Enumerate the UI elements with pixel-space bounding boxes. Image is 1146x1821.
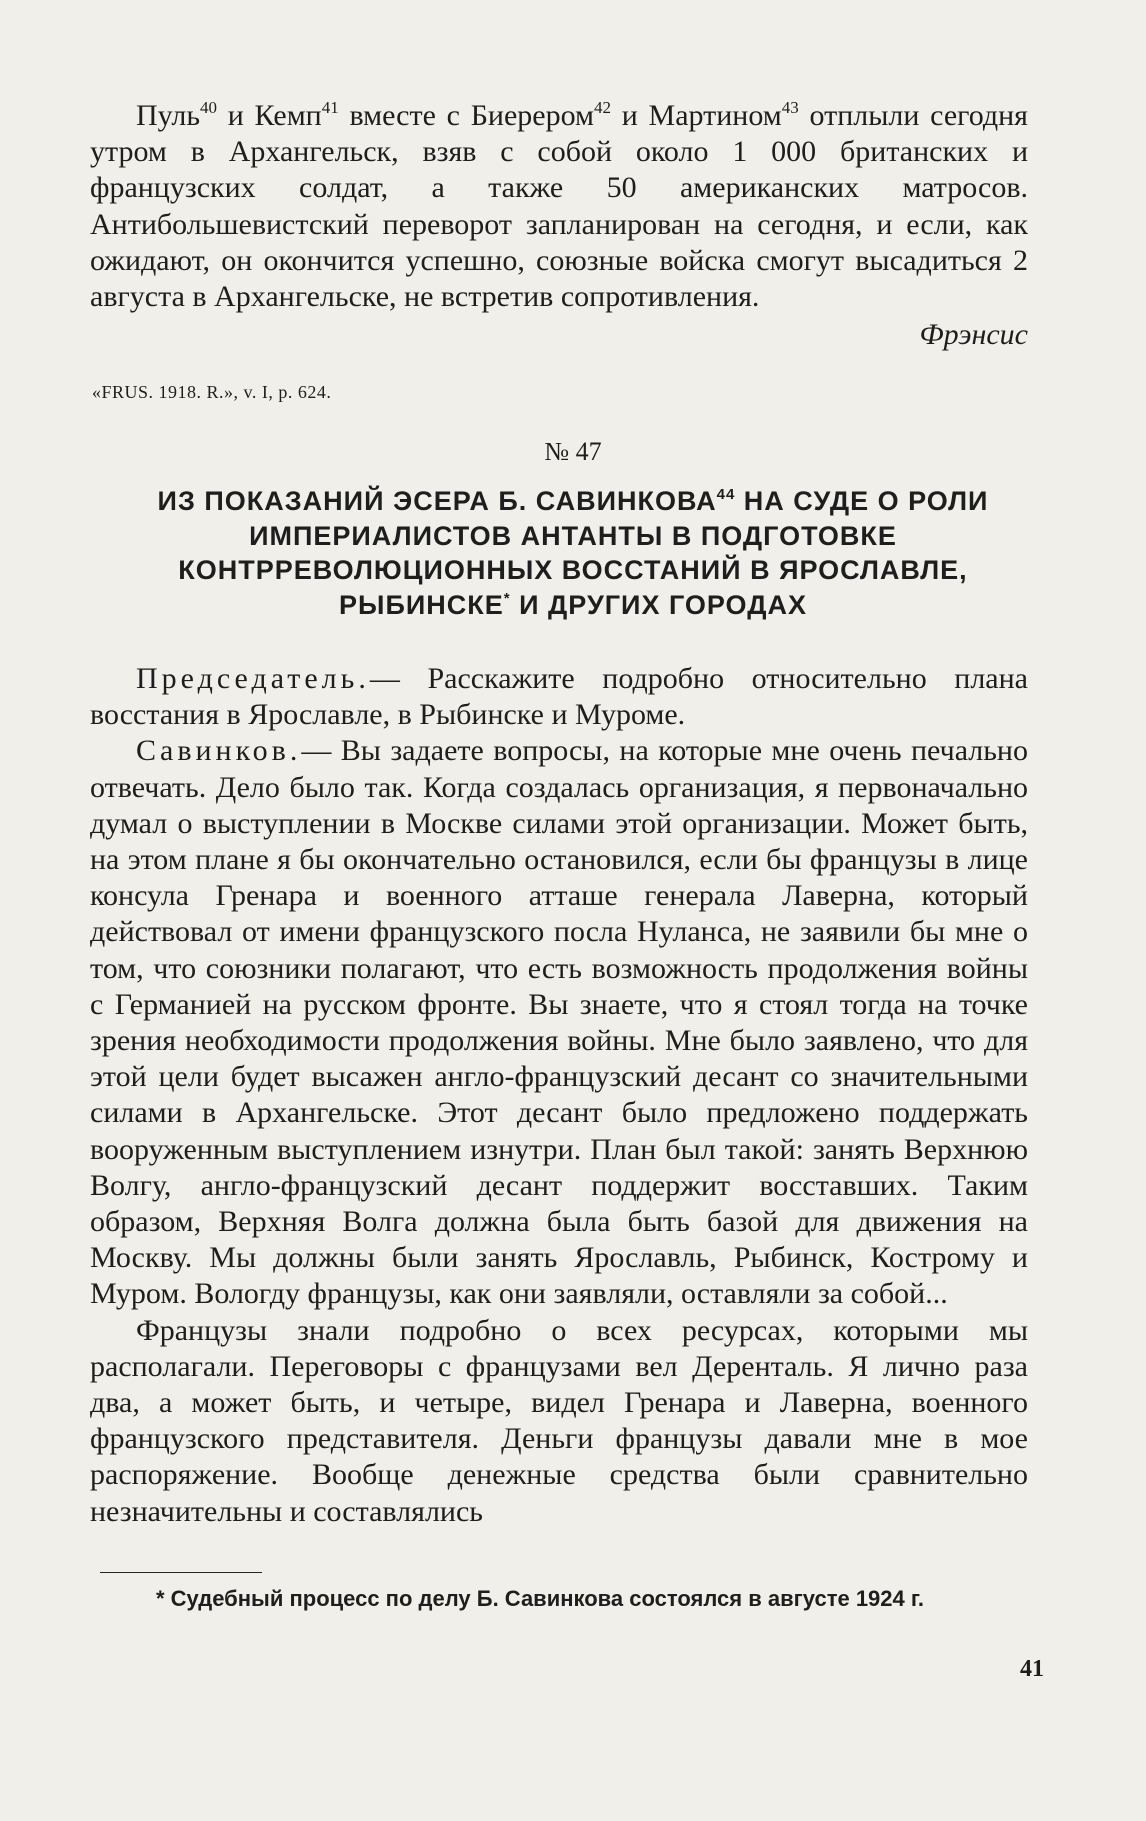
letter-signature: Фрэнсис [919,318,1028,351]
letter-paragraph [90,98,1028,315]
page-number: 41 [1020,1656,1044,1682]
transcript-paragraph [90,733,1028,1312]
footnote-divider [100,1572,262,1573]
transcript-paragraph [90,661,1028,733]
transcript-body [90,661,1028,1530]
document-heading [110,484,1036,622]
letter-text: и Кемп [217,99,322,132]
heading-text: И ДРУГИХ ГОРОДАХ [510,589,807,620]
footnote-ref: 41 [321,98,339,117]
speech-text: — Расскажите подробно относительно плана восстания в Ярославле, в Рыбинске и Муроме. [90,662,1028,732]
footnote-ref: 42 [594,98,612,117]
transcript-paragraph: Французы знали подробно о всех ресурсах, которыми мы располагали. Переговоры с французами вел Деренталь. Я лично раза два, а может быть, и четыре, видел Гренара и Лаверна, военного французского представителя. Деньги французы давали мне в мое распоряжение. Вообще денежные средства были сравнительно незначительны и составлялись [90,1313,1028,1528]
footnote: * Судебный процесс по делу Б. Савинкова состоялся в августе 1924 г. [156,1586,924,1611]
footnote-ref: 43 [781,98,799,117]
letter-text: отплыли сегодня утром в Архангельск, взяв с собой около 1 000 британских и французских солдат, а также 50 американских матросов. Антибольшевистский переворот запланирован на сегодня, и если, как ожидают, он окончится успешно, союзные войска смогут высадиться 2 августа в Архангельске, не встретив сопротивления. [90,99,1028,314]
speaker-name: Савинков. [136,734,302,768]
letter-text: и Мартином [611,99,782,132]
footnote-ref: 44 [716,486,736,503]
speech-text: — Вы задаете вопросы, на которые мне очень печально отвечать. Дело было так. Когда создалась организация, я первоначально думал о выступлении в Москве силами этой организации. Может быть, на этом плане я бы окончательно остановился, если бы французы в лице консула Гренара и военного атташе генерала Лаверна, который действовал от имени французского посла Нуланса, не заявили бы мне о том, что союзники полагают, что есть возможность продолжения войны с Германией на русском фронте. Вы знаете, что я стоял тогда на точке зрения необходимости продолжения войны. Мне было заявлено, что для этой цели будет высажен англо-французский десант со значительными силами в Архангельске. Этот десант было предложено поддержать вооруженным выступлением изнутри. План был такой: занять Верхнюю Волгу, англо-французский десант поддержит восставших. Таким образом, Верхняя Волга должна была быть базой для движения на Москву. Мы должны были занять Ярославль, Рыбинск, Кострому и Муром. Вологду французы, как они заявляли, оставляли за собой... [90,734,1028,1311]
heading-text: ИЗ ПОКАЗАНИЙ ЭСЕРА Б. САВИНКОВА [157,486,717,516]
footnote-marker: * [503,589,511,607]
speaker-name: Председатель. [136,662,370,695]
heading-text: НА СУДЕ О РОЛИ ИМПЕРИАЛИСТОВ АНТАНТЫ В ПОДГОТОВКЕ КОНТРРЕВОЛЮЦИОННЫХ ВОССТАНИЙ В ЯРОСЛАВЛЕ, РЫБИНСКЕ [178,486,989,620]
letter-text: вместе с Биерером [338,99,595,132]
letter-text: Пуль [136,99,200,132]
footnote-ref: 40 [200,98,217,117]
source-citation: «FRUS. 1918. R.», v. I, p. 624. [92,382,332,402]
document-number: № 47 [544,437,602,466]
